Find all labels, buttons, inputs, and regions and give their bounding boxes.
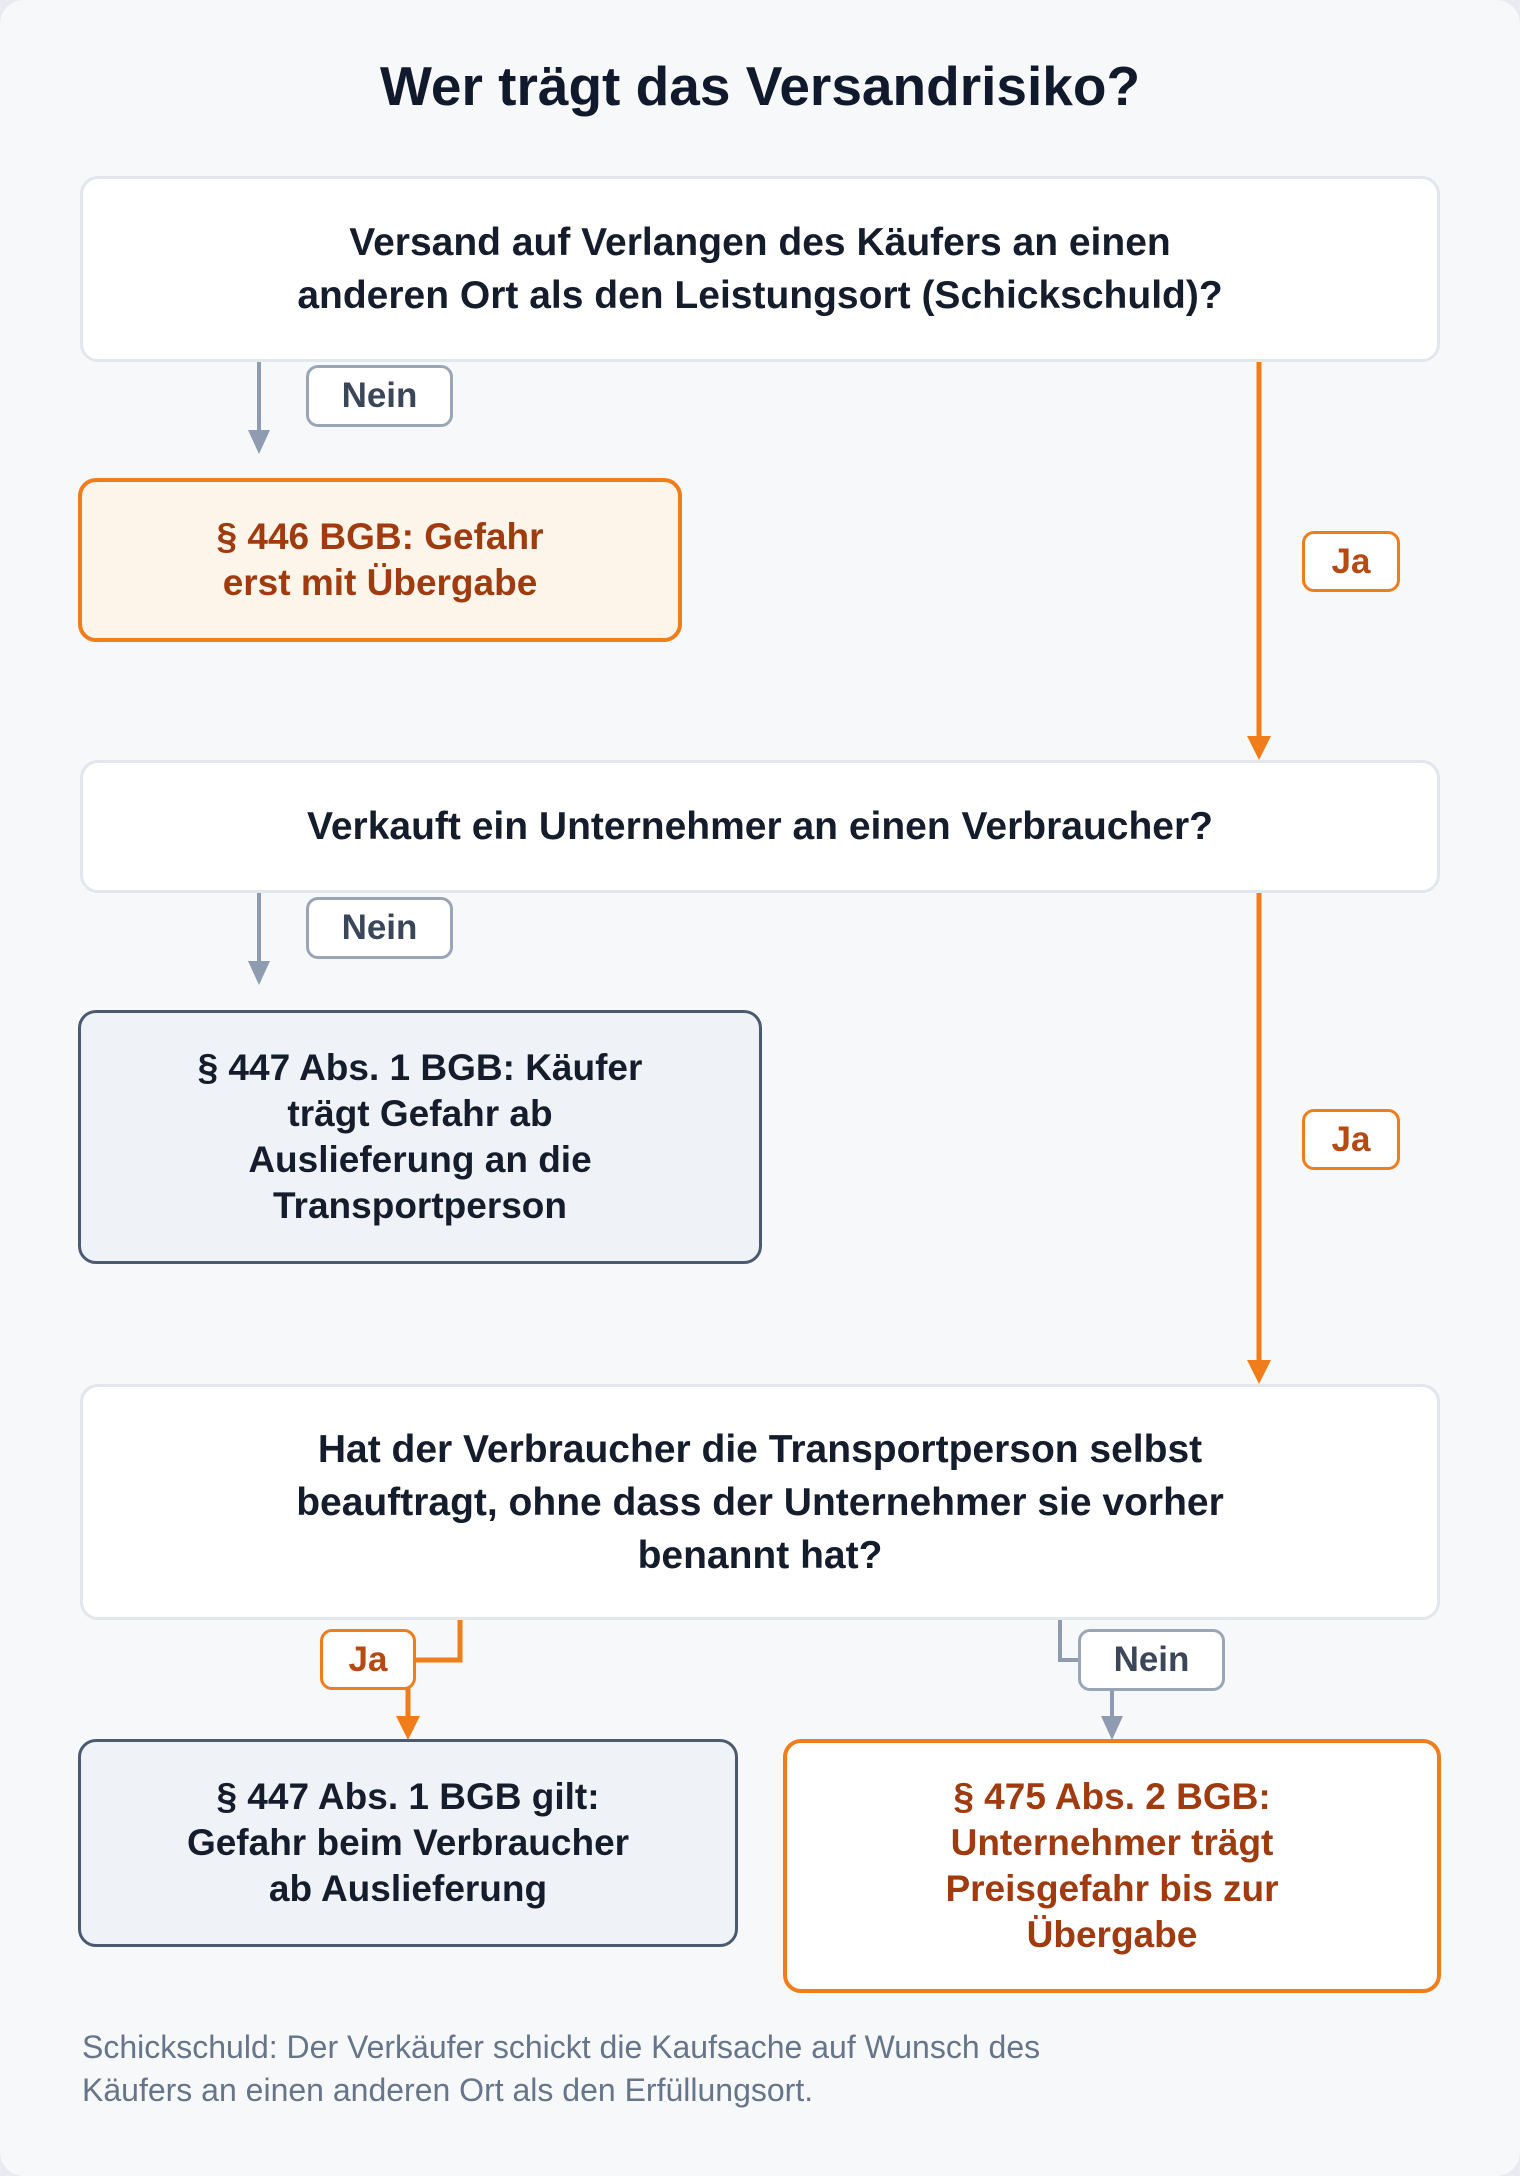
label-ja-2: Ja xyxy=(1302,1109,1400,1170)
result-475-text: § 475 Abs. 2 BGB: Unternehmer trägt Preisgefahr bis zur Übergabe xyxy=(945,1776,1279,1955)
label-nein-3: Nein xyxy=(1078,1629,1225,1691)
page-title: Wer trägt das Versandrisiko? xyxy=(379,55,1141,117)
label-ja-3: Ja xyxy=(320,1629,416,1690)
arrow-q2-nein xyxy=(248,893,270,985)
label-nein-2: Nein xyxy=(306,897,453,959)
result-446-text: § 446 BGB: Gefahr erst mit Übergabe xyxy=(216,516,544,603)
arrow-q1-nein xyxy=(248,362,270,454)
result-447-gilt-box xyxy=(78,1739,738,1947)
question-3-text: Hat der Verbraucher die Transportperson selbst beauftragt, ohne dass der Unternehmer sie vorher benannt hat? xyxy=(296,1427,1224,1577)
result-447-gilt-text: § 447 Abs. 1 BGB gilt: Gefahr beim Verbraucher ab Auslieferung xyxy=(186,1776,630,1909)
result-475-box xyxy=(783,1739,1441,1993)
question-3-box xyxy=(80,1384,1440,1620)
question-1-text: Versand auf Verlangen des Käufers an einen anderen Ort als den Leistungsort (Schickschuld)? xyxy=(297,221,1223,317)
result-447-box xyxy=(78,1010,762,1264)
result-446-box xyxy=(78,478,682,642)
footnote: Schickschuld: Der Verkäufer schickt die Kaufsache auf Wunsch des Käufers an einen anderen Ort als den Erfüllungsort. xyxy=(82,2029,1041,2108)
question-2-text: Verkauft ein Unternehmer an einen Verbraucher? xyxy=(307,805,1213,848)
question-2-box xyxy=(80,760,1440,893)
label-ja-1: Ja xyxy=(1302,531,1400,592)
question-1-box xyxy=(80,176,1440,362)
result-447-text: § 447 Abs. 1 BGB: Käufer trägt Gefahr ab Auslieferung an die Transportperson xyxy=(197,1047,643,1226)
arrow-q1-ja xyxy=(1247,362,1271,760)
arrow-q2-ja xyxy=(1247,893,1271,1384)
label-nein-1: Nein xyxy=(306,365,453,427)
